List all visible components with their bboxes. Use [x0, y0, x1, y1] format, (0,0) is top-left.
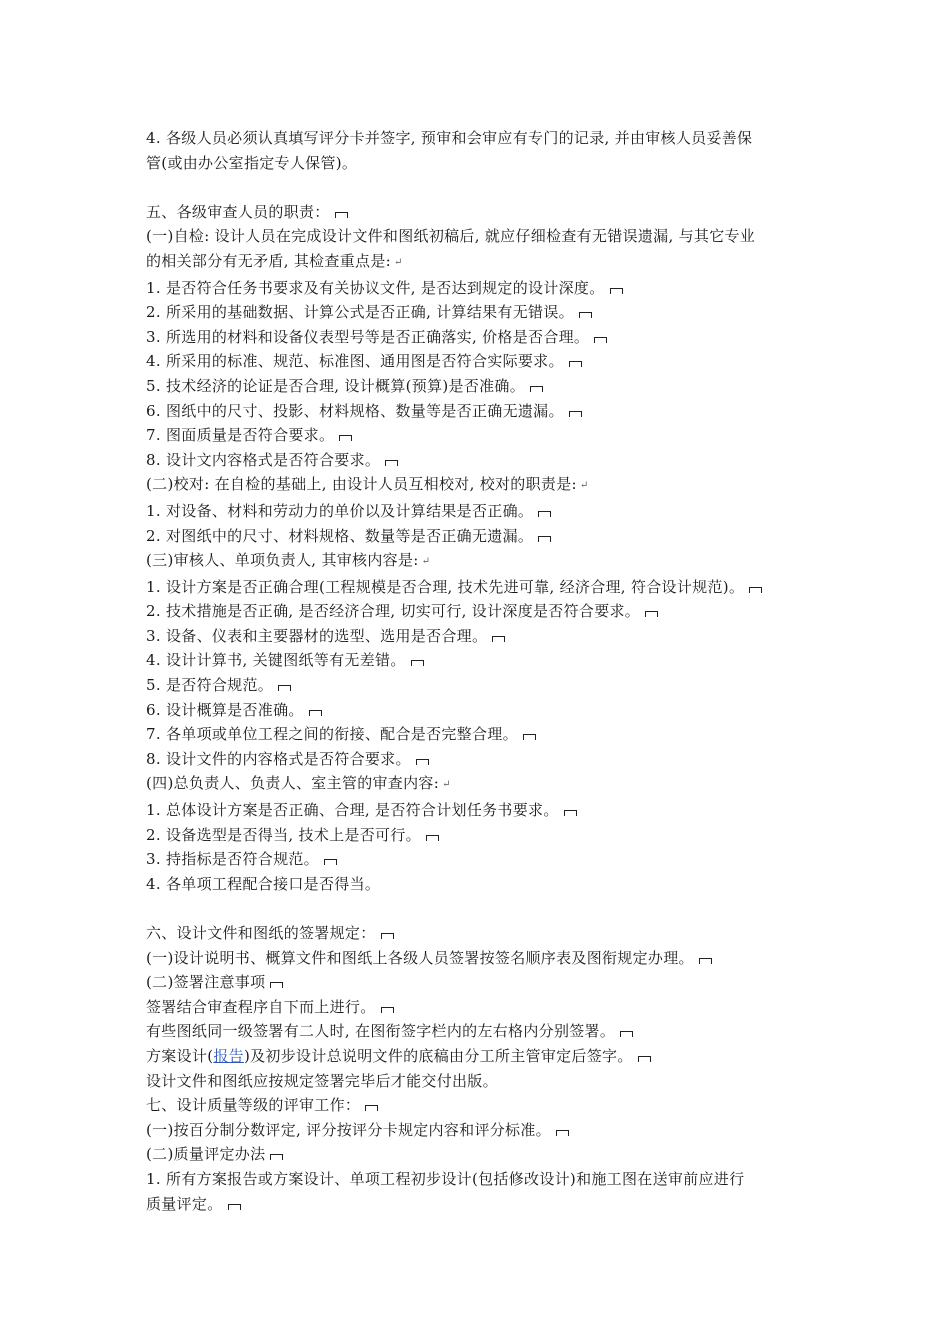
line-text: 质量评定。	[146, 1194, 223, 1213]
text-line	[146, 524, 826, 549]
text-line	[146, 673, 826, 698]
text-line	[146, 200, 826, 225]
line-text: 8. 设计文内容格式是否符合要求。	[146, 450, 381, 469]
paragraph-mark-icon	[620, 1031, 633, 1037]
paragraph-mark-icon	[411, 660, 424, 666]
paragraph-mark-icon	[645, 611, 658, 617]
text-line	[146, 648, 826, 673]
text-line	[146, 1167, 826, 1192]
text-line	[146, 126, 826, 151]
line-text: (二)质量评定办法	[146, 1145, 266, 1164]
paragraph-mark-icon	[564, 810, 577, 816]
line-text: 5. 技术经济的论证是否合理, 设计概算(预算)是否准确。	[146, 376, 526, 395]
paragraph-mark-icon	[569, 411, 582, 417]
line-break-icon: ↵	[421, 556, 431, 568]
text-line	[146, 970, 826, 995]
line-text: 4. 各单项工程配合接口是否得当。	[146, 874, 381, 893]
paragraph-mark-icon	[699, 958, 712, 964]
text-line	[146, 1019, 826, 1044]
line-text: 六、设计文件和图纸的签署规定：	[146, 924, 376, 942]
text-line	[146, 921, 826, 946]
text-line	[146, 151, 826, 176]
text-line	[146, 771, 826, 798]
line-text: 2. 设备选型是否得当, 技术上是否可行。	[146, 825, 421, 844]
line-text: 1. 是否符合任务书要求及有关协议文件, 是否达到规定的设计深度。	[146, 278, 605, 297]
text-line	[146, 448, 826, 473]
line-text: (一)自检: 设计人员在完成设计文件和图纸初稿后, 就应仔细检查有无错误遗漏, 与其它专业	[146, 227, 756, 246]
text-line	[146, 374, 826, 399]
line-text: 七、设计质量等级的评审工作：	[146, 1096, 361, 1115]
line-text: 5. 是否符合规范。	[146, 676, 274, 695]
paragraph-mark-icon	[579, 312, 592, 318]
line-text: 2. 所采用的基础数据、计算公式是否正确, 计算结果有无错误。	[146, 303, 574, 322]
paragraph-mark-icon	[569, 361, 582, 367]
text-line	[146, 1093, 826, 1118]
paragraph-mark-icon	[324, 859, 337, 865]
line-text: 6. 图纸中的尺寸、投影、材料规格、数量等是否正确无遗漏。	[146, 401, 564, 420]
document-body	[146, 126, 826, 1216]
text-line	[146, 599, 826, 624]
line-text: 7. 图面质量是否符合要求。	[146, 426, 335, 445]
line-text: (二)校对: 在自检的基础上, 由设计人员互相校对, 校对的职责是:	[146, 475, 577, 494]
text-line	[146, 224, 826, 249]
line-text: 4. 各级人员必须认真填写评分卡并签字, 预审和会审应有专门的记录, 并由审核人员妥善保	[146, 129, 753, 147]
paragraph-mark-icon	[270, 982, 283, 988]
text-line	[146, 995, 826, 1020]
line-text: 2. 技术措施是否正确, 是否经济合理, 切实可行, 设计深度是否符合要求。	[146, 602, 641, 621]
text-line	[146, 1142, 826, 1167]
report-link[interactable]: 报告	[213, 1046, 244, 1065]
line-text: (四)总负责人、负责人、室主管的审查内容:	[146, 774, 440, 793]
line-text: 6. 设计概算是否准确。	[146, 700, 304, 719]
paragraph-mark-icon	[309, 710, 322, 716]
paragraph-mark-icon	[270, 1154, 283, 1160]
text-line	[146, 1069, 826, 1094]
line-text: 管(或由办公室指定专人保管)。	[146, 153, 358, 172]
line-text: (二)签署注意事项	[146, 973, 266, 992]
line-text: 设计文件和图纸应按规定签署完毕后才能交付出版。	[146, 1071, 498, 1090]
line-text: 有些图纸同一级签署有二人时, 在图衔签字栏内的左右格内分别签署。	[146, 1022, 616, 1041]
text-line	[146, 847, 826, 872]
line-text: 3. 设备、仪表和主要器材的选型、选用是否合理。	[146, 626, 488, 645]
text-line	[146, 624, 826, 649]
line-text: 签署结合审查程序自下而上进行。	[146, 997, 376, 1016]
line-text: (一)按百分制分数评定, 评分按评分卡规定内容和评分标准。	[146, 1120, 551, 1139]
blank-line	[146, 175, 826, 200]
paragraph-mark-icon	[523, 734, 536, 740]
paragraph-mark-icon	[530, 386, 543, 392]
text-line	[146, 798, 826, 823]
text-line	[146, 872, 826, 897]
line-text: 2. 对图纸中的尺寸、材料规格、数量等是否正确无遗漏。	[146, 526, 534, 545]
paragraph-mark-icon	[610, 288, 623, 294]
line-text: (一)设计说明书、概算文件和图纸上各级人员签署按签名顺序表及图衔规定办理。	[146, 948, 694, 967]
line-text: 1. 所有方案报告或方案设计、单项工程初步设计(包括修改设计)和施工图在送审前应进行	[146, 1169, 745, 1188]
text-line	[146, 349, 826, 374]
text-line	[146, 249, 826, 276]
paragraph-mark-icon	[365, 1105, 378, 1111]
line-text: 1. 设计方案是否正确合理(工程规模是否合理, 技术先进可靠, 经济合理, 符合设计规范)。	[146, 577, 745, 596]
line-text: 7. 各单项或单位工程之间的衔接、配合是否完整合理。	[146, 725, 518, 744]
line-text: 1. 对设备、材料和劳动力的单价以及计算结果是否正确。	[146, 501, 534, 520]
line-text: (三)审核人、单项负责人, 其审核内容是:	[146, 551, 419, 570]
text-line	[146, 1044, 826, 1069]
text-line	[146, 823, 826, 848]
paragraph-mark-icon	[749, 587, 762, 593]
line-text: 五、各级审查人员的职责：	[146, 202, 330, 221]
paragraph-mark-icon	[426, 835, 439, 841]
text-line	[146, 698, 826, 723]
line-text: 4. 所采用的标准、规范、标准图、通用图是否符合实际要求。	[146, 352, 564, 371]
line-text: 3. 持指标是否符合规范。	[146, 850, 319, 869]
text-line	[146, 300, 826, 325]
paragraph-mark-icon	[538, 511, 551, 517]
paragraph-mark-icon	[381, 1007, 394, 1013]
line-break-icon: ↵	[579, 480, 589, 492]
text-line	[146, 548, 826, 575]
paragraph-mark-icon	[381, 933, 394, 939]
paragraph-mark-icon	[385, 460, 398, 466]
text-line	[146, 423, 826, 448]
text-line	[146, 276, 826, 301]
line-text: 4. 设计计算书, 关键图纸等有无差错。	[146, 651, 406, 670]
blank-line	[146, 896, 826, 921]
line-break-icon: ↵	[394, 256, 403, 268]
paragraph-mark-icon	[556, 1130, 569, 1136]
text-line	[146, 325, 826, 350]
line-text: )及初步设计总说明文件的底稿由分工所主管审定后签字。	[243, 1046, 633, 1065]
line-text: 8. 设计文件的内容格式是否符合要求。	[146, 749, 411, 768]
paragraph-mark-icon	[416, 759, 429, 765]
paragraph-mark-icon	[278, 685, 291, 691]
text-line	[146, 946, 826, 971]
text-line	[146, 472, 826, 499]
paragraph-mark-icon	[492, 636, 505, 642]
paragraph-mark-icon	[638, 1056, 651, 1062]
text-line	[146, 575, 826, 600]
line-text: 3. 所选用的材料和设备仪表型号等是否正确落实, 价格是否合理。	[146, 327, 590, 346]
text-line	[146, 722, 826, 747]
paragraph-mark-icon	[228, 1204, 241, 1210]
text-line	[146, 399, 826, 424]
line-text: 方案设计(	[146, 1046, 214, 1065]
paragraph-mark-icon	[594, 337, 607, 343]
line-text: 的相关部分有无矛盾, 其检查重点是:	[146, 251, 391, 270]
text-line	[146, 1192, 826, 1217]
line-break-icon: ↵	[442, 779, 451, 791]
line-text: 1. 总体设计方案是否正确、合理, 是否符合计划任务书要求。	[146, 801, 559, 820]
text-line	[146, 747, 826, 772]
text-line	[146, 1118, 826, 1143]
paragraph-mark-icon	[538, 536, 551, 542]
paragraph-mark-icon	[335, 212, 348, 218]
paragraph-mark-icon	[339, 435, 352, 441]
text-line	[146, 499, 826, 524]
